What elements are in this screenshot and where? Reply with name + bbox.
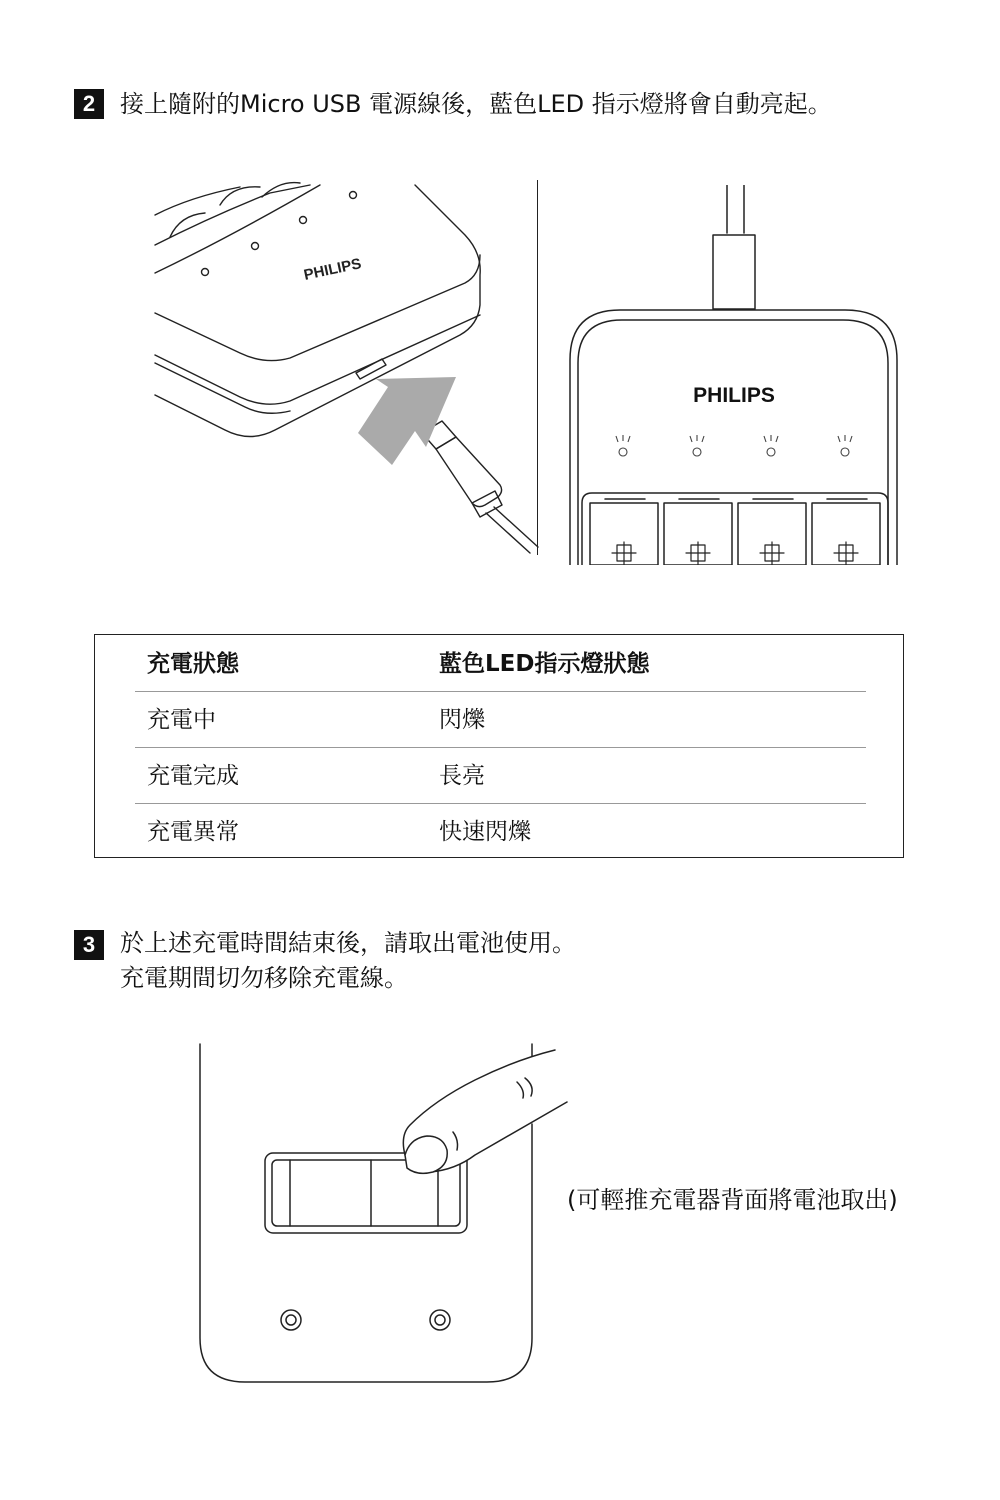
finger-icon [403, 1050, 567, 1173]
step-2-badge: 2 [74, 89, 104, 119]
led-indicator-icon [616, 435, 852, 456]
led-status-table [94, 634, 904, 858]
removal-caption: (可輕推充電器背面將電池取出) [567, 1186, 898, 1214]
illustration-divider [537, 180, 538, 555]
step-3-instruction-line2: 充電期間切勿移除充電線。 [120, 964, 408, 992]
table-header-row [135, 635, 866, 692]
table-row [135, 747, 866, 804]
brand-logo: PHILIPS [693, 384, 775, 407]
header-charge-status: 充電狀態 [147, 651, 239, 677]
brand-logo-flipped: PHILIPS [302, 255, 363, 284]
table-cell: 充電完成 [147, 763, 239, 789]
table-cell: 閃爍 [439, 707, 485, 733]
charger-plug-in-illustration [150, 175, 550, 565]
step-3-badge: 3 [74, 930, 104, 960]
table-cell: 長亮 [439, 763, 485, 789]
table-cell: 充電異常 [147, 819, 239, 845]
table-row [135, 691, 866, 748]
table-row [135, 803, 866, 859]
step-2-instruction: 接上隨附的Micro USB 電源線後，藍色LED 指示燈將會自動亮起。 [120, 90, 832, 118]
charger-top-view-illustration [560, 185, 905, 565]
header-led-status: 藍色LED指示燈狀態 [439, 651, 650, 677]
table-cell: 快速閃爍 [439, 819, 531, 845]
step-3-instruction-line1: 於上述充電時間結束後，請取出電池使用。 [120, 929, 576, 957]
battery-removal-illustration [195, 1040, 575, 1390]
table-cell: 充電中 [147, 707, 216, 733]
